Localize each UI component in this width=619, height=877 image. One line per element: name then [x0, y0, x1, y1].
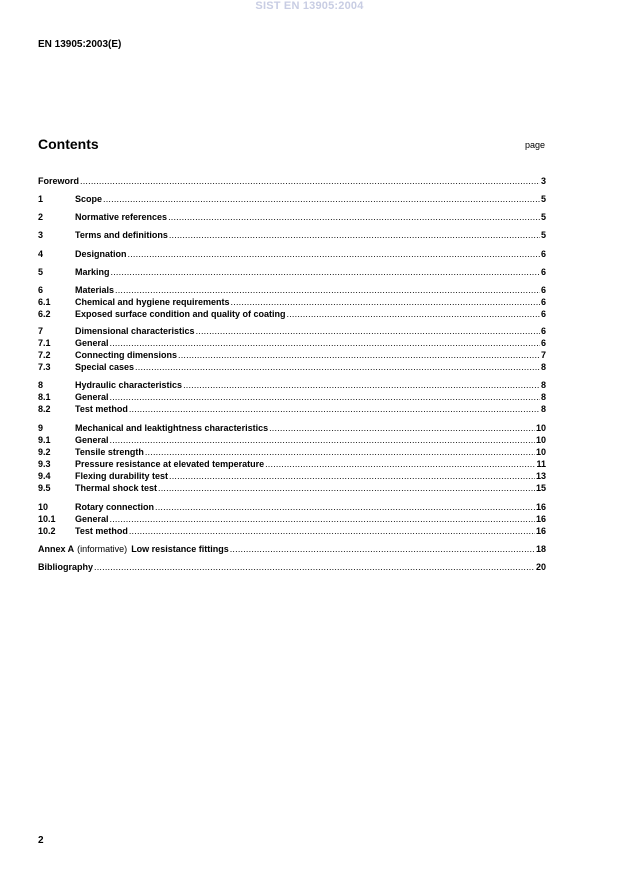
toc-entry-number: 9.1	[38, 435, 51, 445]
toc-entry-number: 9.3	[38, 459, 51, 469]
document-id: EN 13905:2003(E)	[38, 39, 122, 50]
toc-entry-number: 8.2	[38, 404, 51, 414]
toc-entry-5[interactable]	[38, 267, 546, 278]
toc-leader-dots	[169, 471, 535, 482]
toc-entry-page: 16	[535, 514, 546, 524]
toc-entry-title: General	[75, 514, 109, 524]
toc-leader-dots	[110, 514, 535, 525]
toc-entry-6[interactable]	[38, 285, 546, 296]
toc-entry-number: 8.1	[38, 392, 51, 402]
toc-entry-10-2[interactable]	[38, 526, 546, 537]
toc-entry-10[interactable]	[38, 502, 546, 513]
toc-entry-page: 6	[540, 249, 546, 259]
toc-entry-page: 10	[535, 447, 546, 457]
toc-entry-9-5[interactable]	[38, 483, 546, 494]
toc-entry-page: 6	[540, 285, 546, 295]
toc-leader-dots	[169, 230, 540, 241]
toc-entry-title: Mechanical and leaktightness characteristics	[75, 423, 269, 433]
toc-entry-page: 13	[535, 471, 546, 481]
toc-entry-number: 9.4	[38, 471, 51, 481]
toc-entry-title: Test method	[75, 526, 128, 536]
toc-entry-page: 6	[540, 326, 546, 336]
toc-entry-title: Hydraulic characteristics	[75, 380, 183, 390]
page-column-label: page	[524, 140, 545, 150]
toc-entry-number: 6	[38, 285, 44, 295]
toc-entry-7-1[interactable]	[38, 338, 546, 349]
toc-leader-dots	[155, 502, 535, 513]
toc-leader-dots	[135, 362, 540, 373]
toc-entry-number: 7	[38, 326, 44, 336]
toc-entry-title: Chemical and hygiene requirements	[75, 297, 230, 307]
toc-entry-title: Marking	[75, 267, 110, 277]
page-title: Contents	[38, 136, 99, 152]
toc-entry-9-1[interactable]	[38, 435, 546, 446]
toc-entry-title: Scope	[75, 194, 103, 204]
toc-entry-title: Low resistance fittings	[131, 544, 229, 554]
toc-leader-dots	[178, 350, 540, 361]
toc-entry-9[interactable]	[38, 423, 546, 434]
toc-entry-number: 10.2	[38, 526, 56, 536]
toc-entry-page: 6	[540, 338, 546, 348]
toc-entry-number: 3	[38, 230, 44, 240]
toc-entry-page: 7	[540, 350, 546, 360]
toc-leader-dots	[80, 176, 540, 187]
toc-entry-7-2[interactable]	[38, 350, 546, 361]
toc-entry-page: 16	[535, 502, 546, 512]
toc-entry-page: 6	[540, 267, 546, 277]
toc-leader-dots	[158, 483, 535, 494]
toc-entry-number: 4	[38, 249, 44, 259]
toc-entry-bibliography[interactable]	[38, 562, 546, 573]
toc-entry-number: 6.2	[38, 309, 51, 319]
toc-entry-title: General	[75, 338, 109, 348]
toc-leader-dots	[231, 297, 540, 308]
toc-leader-dots	[103, 194, 540, 205]
toc-entry-title: Rotary connection	[75, 502, 155, 512]
toc-leader-dots	[269, 423, 535, 434]
toc-entry-annex-a[interactable]	[38, 544, 546, 555]
toc-entry-page: 6	[540, 297, 546, 307]
toc-leader-dots	[115, 285, 540, 296]
toc-entry-number: 10.1	[38, 514, 56, 524]
toc-entry-page: 3	[540, 176, 546, 186]
toc-entry-number: 9.2	[38, 447, 51, 457]
toc-entry-3[interactable]	[38, 230, 546, 241]
toc-annex-note: (informative)	[77, 544, 128, 554]
toc-entry-number: 7.2	[38, 350, 51, 360]
toc-entry-title: General	[75, 392, 109, 402]
toc-entry-title: Foreword	[38, 176, 80, 186]
toc-entry-page: 15	[535, 483, 546, 493]
toc-entry-number: 5	[38, 267, 44, 277]
toc-leader-dots	[287, 309, 540, 320]
toc-entry-title: Special cases	[75, 362, 135, 372]
toc-entry-page: 8	[540, 362, 546, 372]
toc-entry-page: 10	[535, 435, 546, 445]
toc-leader-dots	[196, 326, 540, 337]
toc-entry-9-3[interactable]	[38, 459, 546, 470]
toc-entry-page: 5	[540, 230, 546, 240]
toc-entry-number: 10	[38, 502, 49, 512]
toc-entry-page: 5	[540, 212, 546, 222]
toc-entry-9-4[interactable]	[38, 471, 546, 482]
toc-entry-title: Terms and definitions	[75, 230, 168, 240]
toc-entry-page: 6	[540, 309, 546, 319]
toc-leader-dots	[168, 212, 540, 223]
toc-entry-page: 10	[535, 423, 546, 433]
toc-entry-7-3[interactable]	[38, 362, 546, 373]
toc-entry-page: 8	[540, 404, 546, 414]
toc-entry-page: 11	[536, 459, 546, 469]
toc-entry-title: Designation	[75, 249, 127, 259]
toc-entry-foreword[interactable]	[38, 176, 546, 187]
toc-entry-number: 7.3	[38, 362, 51, 372]
toc-leader-dots	[145, 447, 535, 458]
toc-entry-4[interactable]	[38, 249, 546, 260]
toc-entry-title: Test method	[75, 404, 128, 414]
toc-entry-title: Flexing durability test	[75, 471, 169, 481]
toc-leader-dots	[110, 435, 535, 446]
toc-leader-dots	[129, 404, 540, 415]
toc-entry-8[interactable]	[38, 380, 546, 391]
toc-leader-dots	[128, 249, 540, 260]
toc-entry-number: 2	[38, 212, 44, 222]
toc-annex-label: Annex A	[38, 544, 75, 554]
toc-entry-title: Normative references	[75, 212, 168, 222]
toc-entry-title: Materials	[75, 285, 115, 295]
toc-entry-number: 6.1	[38, 297, 51, 307]
toc-leader-dots	[129, 526, 535, 537]
toc-entry-9-2[interactable]	[38, 447, 546, 458]
toc-leader-dots	[111, 267, 540, 278]
toc-entry-title: Dimensional characteristics	[75, 326, 195, 336]
page-number: 2	[38, 835, 44, 846]
toc-entry-title: Pressure resistance at elevated temperature	[75, 459, 265, 469]
toc-entry-number: 1	[38, 194, 44, 204]
toc-entry-title: Tensile strength	[75, 447, 144, 457]
toc-entry-number: 9.5	[38, 483, 51, 493]
toc-leader-dots	[110, 338, 540, 349]
toc-leader-dots	[94, 562, 535, 573]
toc-entry-number: 9	[38, 423, 44, 433]
toc-entry-8-1[interactable]	[38, 392, 546, 403]
toc-entry-1[interactable]	[38, 194, 546, 205]
toc-leader-dots	[110, 392, 540, 403]
toc-entry-8-2[interactable]	[38, 404, 546, 415]
toc-leader-dots	[265, 459, 535, 470]
toc-entry-7[interactable]	[38, 326, 546, 337]
toc-entry-page: 5	[540, 194, 546, 204]
toc-entry-6-2[interactable]	[38, 309, 546, 320]
toc-entry-title: Bibliography	[38, 562, 94, 572]
toc-entry-2[interactable]	[38, 212, 546, 223]
toc-entry-page: 16	[535, 526, 546, 536]
toc-entry-title: Thermal shock test	[75, 483, 158, 493]
toc-entry-10-1[interactable]	[38, 514, 546, 525]
toc-entry-number: 8	[38, 380, 44, 390]
watermark: SIST EN 13905:2004	[255, 0, 364, 12]
toc-entry-page: 20	[535, 562, 546, 572]
toc-entry-page: 8	[540, 392, 546, 402]
toc-entry-6-1[interactable]	[38, 297, 546, 308]
toc-entry-title: Exposed surface condition and quality of coating	[75, 309, 286, 319]
toc-leader-dots	[183, 380, 540, 391]
toc-entry-page: 18	[535, 544, 546, 554]
toc-entry-title: General	[75, 435, 109, 445]
toc-entry-page: 8	[540, 380, 546, 390]
toc-entry-number: 7.1	[38, 338, 51, 348]
toc-entry-title: Connecting dimensions	[75, 350, 178, 360]
toc-leader-dots	[230, 544, 535, 555]
